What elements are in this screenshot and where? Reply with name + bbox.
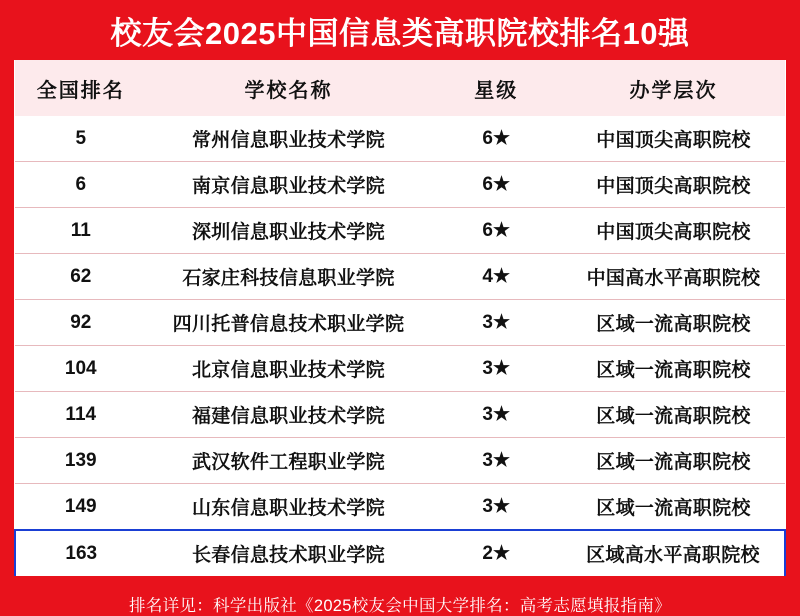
cell-rank: 149: [15, 484, 147, 531]
cell-tier: 中国顶尖高职院校: [562, 116, 785, 162]
table-header-row: [15, 60, 785, 116]
cell-school-name: 南京信息职业技术学院: [147, 162, 431, 208]
table-header: [15, 60, 785, 116]
cell-tier: 中国顶尖高职院校: [562, 208, 785, 254]
table-row: [15, 116, 785, 162]
cell-rank: 104: [15, 346, 147, 392]
cell-star-rating: 3★: [430, 300, 562, 346]
cell-school-name: 四川托普信息技术职业学院: [147, 300, 431, 346]
table-row: [15, 438, 785, 484]
cell-star-rating: 6★: [430, 208, 562, 254]
cell-rank: 11: [15, 208, 147, 254]
table-body: [15, 116, 785, 576]
table-row: [15, 300, 785, 346]
table-row-highlighted: [15, 530, 785, 576]
column-header-star-rating: 星级: [430, 60, 562, 116]
table-row: [15, 162, 785, 208]
table-row: [15, 484, 785, 531]
cell-tier: 区域一流高职院校: [562, 438, 785, 484]
cell-star-rating: 3★: [430, 484, 562, 531]
cell-tier: 区域一流高职院校: [562, 484, 785, 531]
cell-tier: 区域高水平高职院校: [562, 530, 785, 576]
cell-rank: 6: [15, 162, 147, 208]
cell-star-rating: 3★: [430, 438, 562, 484]
cell-tier: 区域一流高职院校: [562, 346, 785, 392]
cell-rank: 139: [15, 438, 147, 484]
cell-rank: 163: [15, 530, 147, 576]
cell-tier: 区域一流高职院校: [562, 300, 785, 346]
cell-star-rating: 4★: [430, 254, 562, 300]
table-row: [15, 208, 785, 254]
table-row: [15, 346, 785, 392]
cell-tier: 中国高水平高职院校: [562, 254, 785, 300]
table-row: [15, 254, 785, 300]
page-title: 校友会2025中国信息类高职院校排名10强: [110, 15, 690, 51]
cell-school-name: 石家庄科技信息职业学院: [147, 254, 431, 300]
cell-school-name: 福建信息职业技术学院: [147, 392, 431, 438]
cell-rank: 5: [15, 116, 147, 162]
cell-star-rating: 3★: [430, 346, 562, 392]
table-row: [15, 392, 785, 438]
cell-rank: 92: [15, 300, 147, 346]
cell-school-name: 武汉软件工程职业学院: [147, 438, 431, 484]
cell-star-rating: 2★: [430, 530, 562, 576]
cell-star-rating: 3★: [430, 392, 562, 438]
cell-school-name: 常州信息职业技术学院: [147, 116, 431, 162]
cell-star-rating: 6★: [430, 162, 562, 208]
column-header-school-name: 学校名称: [147, 60, 431, 116]
cell-school-name: 深圳信息职业技术学院: [147, 208, 431, 254]
title-bar: [0, 0, 800, 60]
cell-star-rating: 6★: [430, 116, 562, 162]
column-header-tier: 办学层次: [562, 60, 785, 116]
cell-school-name: 北京信息职业技术学院: [147, 346, 431, 392]
cell-tier: 中国顶尖高职院校: [562, 162, 785, 208]
footer-note: 排名详见：科学出版社《2025校友会中国大学排名：高考志愿填报指南》: [129, 597, 671, 615]
cell-tier: 区域一流高职院校: [562, 392, 785, 438]
cell-rank: 114: [15, 392, 147, 438]
cell-school-name: 山东信息职业技术学院: [147, 484, 431, 531]
cell-school-name: 长春信息技术职业学院: [147, 530, 431, 576]
column-header-rank: 全国排名: [15, 60, 147, 116]
ranking-table-container: [14, 60, 786, 576]
ranking-table: [14, 60, 786, 576]
cell-rank: 62: [15, 254, 147, 300]
